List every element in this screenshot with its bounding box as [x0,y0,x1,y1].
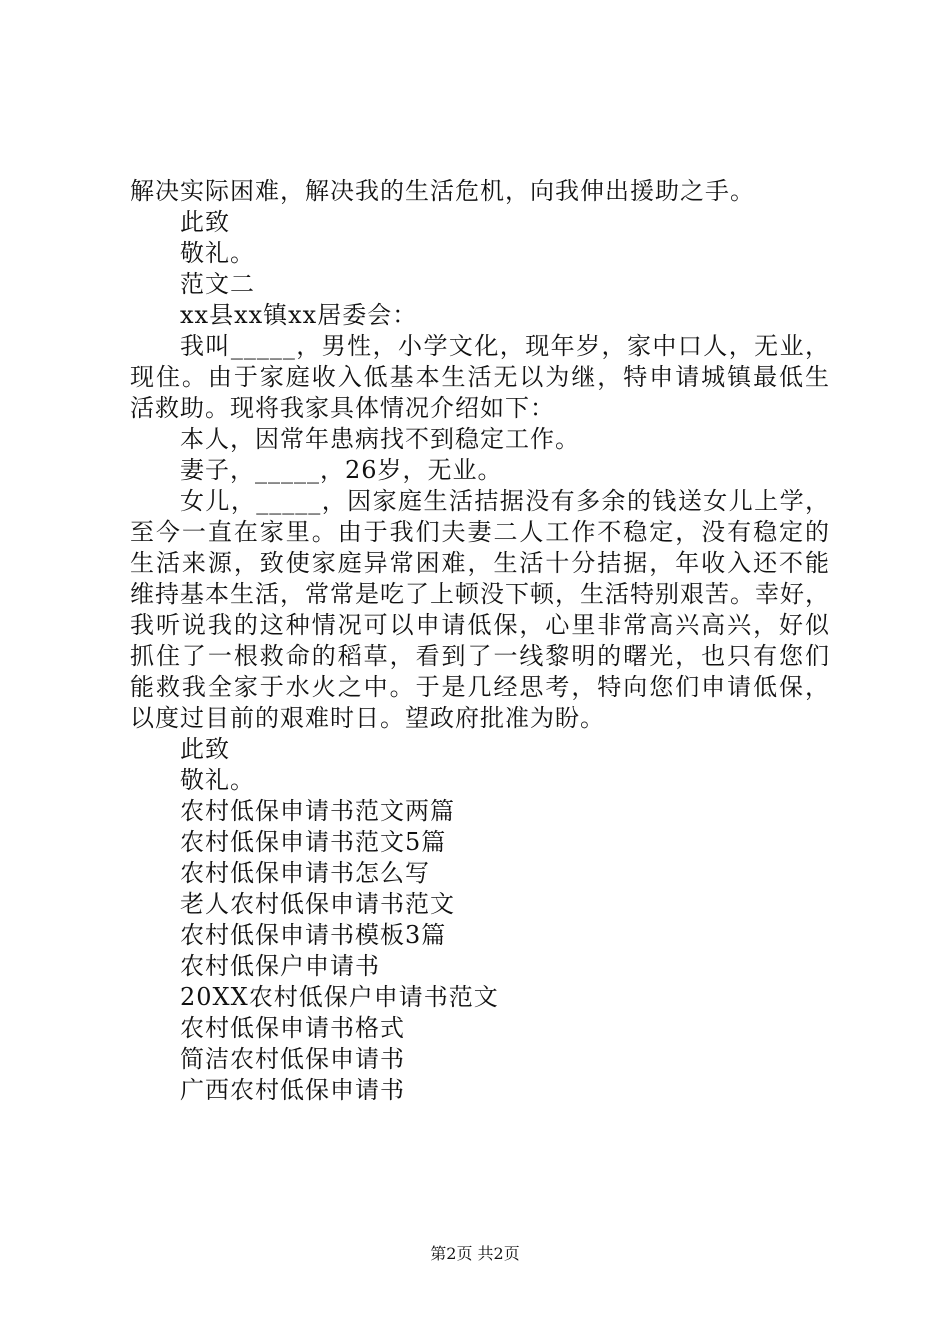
body-line: 敬礼。 [180,239,255,267]
body-line: 简洁农村低保申请书 [180,1045,405,1073]
body-line: 能救我全家于水火之中。于是几经思考，特向您们申请低保， [130,673,830,701]
body-line: xx县xx镇xx居委会： [180,301,418,329]
body-line: 女儿，_____，因家庭生活拮据没有多余的钱送女儿上学， [180,487,830,515]
body-line: 此致 [180,208,230,236]
body-line: 我听说我的这种情况可以申请低保，心里非常高兴高兴，好似 [130,611,830,639]
page-footer: 第2页 共2页 [430,1244,520,1263]
body-line: 农村低保申请书范文5篇 [180,828,447,856]
body-line: 农村低保申请书范文两篇 [180,797,455,825]
body-line: 现住。由于家庭收入低基本生活无以为继，特申请城镇最低生 [130,363,830,391]
body-line: 生活来源，致使家庭异常困难，生活十分拮据，年收入还不能 [130,549,830,577]
body-line: 20XX农村低保户申请书范文 [180,983,499,1011]
body-line: 活救助。现将我家具体情况介绍如下： [130,394,555,422]
body-line: 解决实际困难，解决我的生活危机，向我伸出援助之手。 [130,177,755,205]
body-line: 抓住了一根救命的稻草，看到了一线黎明的曙光，也只有您们 [130,642,830,670]
body-line: 农村低保申请书怎么写 [180,859,430,887]
body-line: 以度过目前的艰难时日。望政府批准为盼。 [130,704,605,732]
body-line: 维持基本生活，常常是吃了上顿没下顿，生活特别艰苦。幸好， [130,580,830,608]
body-line: 妻子，_____，26岁，无业。 [180,456,503,484]
body-line: 老人农村低保申请书范文 [180,890,455,918]
body-line: 范文二 [180,270,255,298]
body-line: 敬礼。 [180,766,255,794]
body-line: 广西农村低保申请书 [180,1076,405,1104]
body-line: 本人，因常年患病找不到稳定工作。 [180,425,580,453]
body-line: 农村低保户申请书 [180,952,380,980]
body-line: 至今一直在家里。由于我们夫妻二人工作不稳定，没有稳定的 [130,518,830,546]
body-line: 农村低保申请书格式 [180,1014,405,1042]
body-line: 农村低保申请书模板3篇 [180,921,447,949]
body-line: 我叫_____，男性，小学文化，现年岁，家中口人，无业， [180,332,830,360]
body-line: 此致 [180,735,230,763]
document-body [130,176,830,1106]
